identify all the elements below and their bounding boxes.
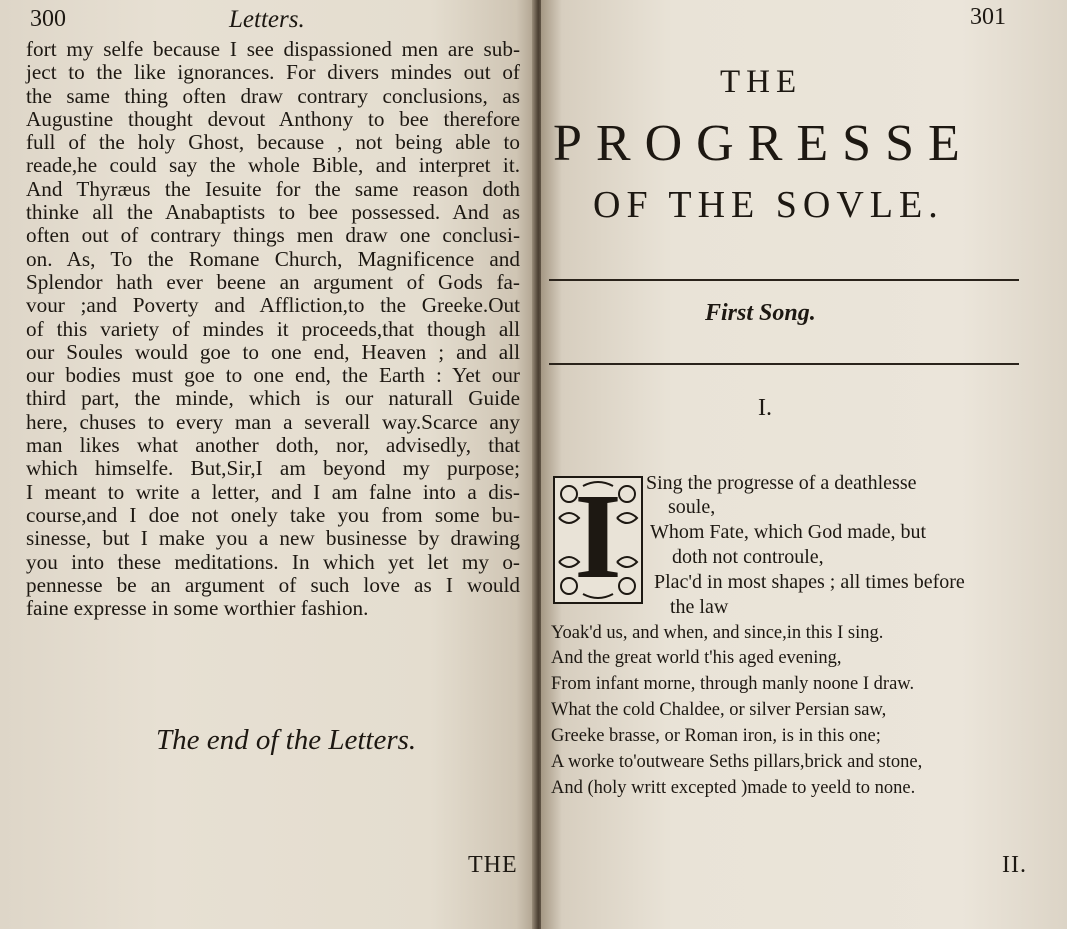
letter-line: third part, the minde, which is our naturall Guide bbox=[26, 386, 520, 411]
poem-line: What the cold Chaldee, or silver Persian saw, bbox=[551, 700, 887, 720]
poem-line: Whom Fate, which God made, but bbox=[650, 521, 927, 543]
title-progresse: PROGRESSE bbox=[553, 115, 974, 172]
letter-line: Augustine thought devout Anthony to bee therefore bbox=[26, 106, 520, 131]
letter-line: man likes what another doth, nor, advisedly, that bbox=[26, 433, 520, 458]
letter-line: And Thyræus the Iesuite for the same reason doth bbox=[26, 176, 520, 201]
letter-line: faine expresse in some worthier fashion. bbox=[26, 596, 369, 621]
letter-line: vour ;and Poverty and Affliction,to the Greeke.Out bbox=[26, 293, 520, 318]
poem-line: doth not controule, bbox=[672, 546, 824, 568]
page-number-left: 300 bbox=[30, 6, 66, 32]
letter-line: ject to the like ignorances. For divers mindes out of bbox=[26, 60, 520, 85]
letter-line: Splendor hath ever beene an argument of Gods fa- bbox=[26, 269, 520, 294]
poem-line: And the great world t'his aged evening, bbox=[551, 648, 842, 668]
poem-line: And (holy writt excepted )made to yeeld to none. bbox=[551, 778, 916, 798]
letter-line: often out of contrary things men draw one conclusi- bbox=[26, 223, 520, 248]
letter-line: which himselfe. But,Sir,I am beyond my purpose; bbox=[26, 456, 520, 481]
stanza-number: I. bbox=[758, 395, 772, 421]
letter-line: our bodies must goe to one end, the Earth : Yet our bbox=[26, 363, 520, 388]
letter-line: the same thing often draw contrary conclusions, as bbox=[26, 83, 520, 108]
letter-line: reade,he could say the whole Bible, and interpret it. bbox=[26, 153, 520, 178]
letter-line: fort my selfe because I see dispassioned men are sub- bbox=[26, 37, 520, 61]
song-title: First Song. bbox=[705, 300, 816, 326]
poem-line: the law bbox=[670, 596, 729, 618]
letter-line: course,and I doe not onely take you from some bu- bbox=[26, 502, 520, 527]
decorated-initial bbox=[553, 469, 643, 604]
title-the: THE bbox=[720, 64, 803, 100]
poem-line: A worke to'outweare Seths pillars,brick and stone, bbox=[551, 752, 923, 772]
rule-top bbox=[549, 279, 1019, 281]
letter-body-text bbox=[26, 38, 520, 620]
initial-letter: I bbox=[574, 469, 622, 604]
letter-line: full of the holy Ghost, because , not being able to bbox=[26, 130, 520, 155]
poem-line: Plac'd in most shapes ; all times before bbox=[654, 571, 965, 593]
letter-line: here, chuses to every man a severall way.Scarce any bbox=[26, 409, 520, 434]
poem-line: Greeke brasse, or Roman iron, is in this one; bbox=[551, 726, 881, 746]
letter-line: our Soules would goe to one end, Heaven ; and all bbox=[26, 339, 520, 364]
catchword-right: II. bbox=[1002, 852, 1027, 878]
letter-line: I meant to write a letter, and I am falne into a dis- bbox=[26, 479, 520, 504]
letter-line: pennesse be an argument of such love as I would bbox=[26, 572, 520, 597]
catchword-left: THE bbox=[468, 852, 518, 878]
page-number-right: 301 bbox=[970, 4, 1006, 30]
running-head: Letters. bbox=[229, 6, 305, 33]
poem-line: Yoak'd us, and when, and since,in this I sing. bbox=[551, 623, 884, 643]
letter-line: you into these meditations. In which yet let my o- bbox=[26, 549, 520, 574]
letter-line: on. As, To the Romane Church, Magnificence and bbox=[26, 246, 520, 271]
poem-line: Sing the progresse of a deathlesse bbox=[646, 472, 917, 494]
title-of-the-soule: OF THE SOVLE. bbox=[593, 184, 944, 226]
poem-line: From infant morne, through manly noone I draw. bbox=[551, 674, 915, 694]
rule-bottom bbox=[549, 363, 1019, 365]
letter-line: of this variety of mindes it proceeds,that though all bbox=[26, 316, 520, 341]
end-of-letters-note: The end of the Letters. bbox=[156, 724, 417, 756]
poem-line: soule, bbox=[668, 496, 716, 518]
letter-line: sinesse, but I make you a new businesse by drawing bbox=[26, 526, 520, 551]
letter-line: thinke all the Anabaptists to bee possessed. And as bbox=[26, 200, 520, 225]
